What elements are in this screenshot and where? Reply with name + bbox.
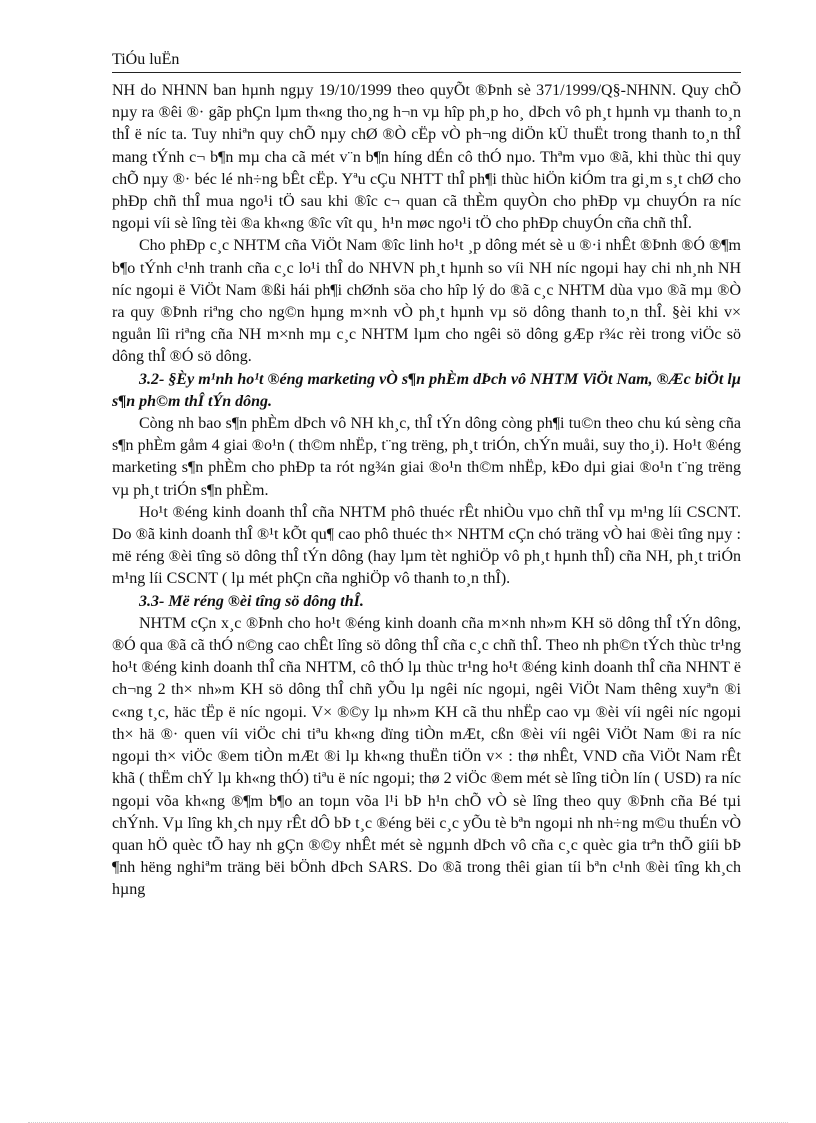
page-header [112,50,741,73]
section-heading: 3.2- §Èy m¹nh ho¹t ®éng marketing vÒ s¶n phÈm dÞch vô NHTM ViÖt Nam, ®Æc biÖt lµ s¶n ph©m thÎ tÝn dông. [112,370,741,410]
paragraph: Cho phÐp c¸c NHTM cña ViÖt Nam ®îc linh ho¹t ¸p dông mét sè u ®·i nhÊt ®Þnh ®Ó ®¶m b¶o tÝnh c¹nh tranh cña c¸c lo¹i thÎ do NHVN ph¸t hµnh so víi NH níc ngoµi hay chi nh¸nh NH níc ngoµi ë ViÖt Nam ®ßi hái ph¶i chØnh söa cho hîp lý do ®ã c¸c NHTM dùa vµo ®ã mµ ®Ò ra quy ®Þnh riªng cho ng©n hµng m×nh vÒ ph¸t hµnh vµ sö dông thanh to¸n thÎ. §èi khi v× nguån lîi riªng cña NH m×nh mµ c¸c NHTM lµm cho ngêi sö dông gÆp r¾c rèi trong viÖc sö dông thÎ ®Ó sö dông. [112,237,741,366]
paragraph: Ho¹t ®éng kinh doanh thÎ cña NHTM phô thuéc rÊt nhiÒu vµo chñ thÎ vµ m¹ng líi CSCNT. Do ®ã kinh doanh thÎ ®¹t kÕt qu¶ cao phô thuéc th× NHTM cÇn chó träng vÒ hai ®èi tîng nµy : më réng ®èi tîng sö dông thÎ tÝn dông (hay lµm tèt nghiÖp vô ph¸t hµnh thÎ) cña NH, ph¸t triÓn m¹ng líi CSCNT ( lµ mét phÇn cña nghiÖp vô thanh to¸n thÎ). [112,503,741,588]
section-heading: 3.3- Më réng ®èi tîng sö dông thÎ. [139,592,364,610]
paragraph: NHTM cÇn x¸c ®Þnh cho ho¹t ®éng kinh doanh cña m×nh nh»m KH sö dông thÎ tÝn dông, ®Ó qua ®ã cã thÓ n©ng cao chÊt lîng sö dông thÎ cña c¸c chñ thÎ. Theo nh ph©n tÝch thùc tr¹ng ho¹t ®éng kinh doanh thÎ cña NHTM, cô thÓ lµ thùc tr¹ng ho¹t ®éng kinh doanh thÎ cña NHNT ë ch¬ng 2 th× nh»m KH sö dông thÎ chñ yÕu lµ ngêi níc ngoµi, ngêi ViÖt Nam thêng xuyªn ®i c«ng t¸c, häc tËp ë níc ngoµi. V× ®©y lµ nh»m KH cã thu nhËp cao vµ ®èi víi ngêi níc ngoµi th× hä ®· quen víi viÖc chi tiªu kh«ng dïng tiÒn mÆt, cßn ®èi víi ngêi ViÖt Nam ®i ra níc ngoµi th× viÖc ®em tiÒn mÆt ®i lµ kh«ng thuËn tiÖn v× : thø nhÊt, VND cña ViÖt Nam rÊt khã ( thËm chÝ lµ kh«ng thÓ) tiªu ë níc ngoµi; thø 2 viÖc ®em mét sè lîng tiÒn lín ( USD) ra níc ngoµi võa kh«ng ®¶m b¶o an toµn võa l¹i bÞ h¹n chÕ vÒ sè lîng theo quy ®Þnh cña Bé tµi chÝnh. Vµ lîng kh¸ch nµy rÊt dÔ bÞ t¸c ®éng bëi c¸c yÕu tè bªn ngoµi nh nh÷ng m©u thuÉn vÒ quan hÖ quèc tÕ hay nh gÇn ®©y nhÊt mét sè ngµnh dÞch vô cña c¸c quèc gia trªn thÕ giíi bÞ ¶nh hëng nghiªm träng bëi bÖnh dÞch SARS. Do ®ã trong thêi gian tíi bªn c¹nh ®èi tîng kh¸ch hµng [112,614,741,899]
document-body [112,80,741,902]
paragraph: Còng nh bao s¶n phÈm dÞch vô NH kh¸c, thÎ tÝn dông còng ph¶i tu©n theo chu kú sèng cña s¶n phÈm gåm 4 giai ®o¹n ( th©m nhËp, t¨ng trëng, ph¸t triÓn, chÝn muåi, suy tho¸i). Ho¹t ®éng marketing s¶n phÈm cho phÐp ta rót ng¾n giai ®o¹n th©m nhËp, kÐo dµi giai ®o¹n t¨ng trëng vµ ph¸t triÓn s¶n phÈm. [112,415,741,499]
header-title: TiÓu luËn [112,51,180,68]
paragraph: NH do NHNN ban hµnh ngµy 19/10/1999 theo quyÕt ®Þnh sè 371/1999/Q§-NHNN. Quy chÕ nµy ra ®êi ®· gãp phÇn lµm th«ng tho¸ng h¬n vµ hîp ph¸p ho¸ dÞch vô ph¸t hµnh vµ thanh to¸n thÎ ë níc ta. Tuy nhiªn quy chÕ nµy chØ ®Ò cËp vÒ ph¬ng diÖn kÜ thuËt trong thanh to¸n thÎ mang tÝnh c¬ b¶n mµ cha cã mét v¨n b¶n híng dÉn cô thÓ nµo. Thªm vµo ®ã, khi thùc thi quy chÕ nµy ®· béc lé nh÷ng bÊt cËp. Yªu cÇu NHTT thÎ ph¶i thùc hiÖn kiÓm tra gi¸m s¸t chØ cho phÐp chñ thÎ mua ngo¹i tÖ sau khi ®îc c¬ quan cã thÈm quyÒn cho phÐp vµ chuyÓn ra níc ngoµi víi sè lîng tèi ®a kh«ng ®îc vît qu¸ h¹n møc ngo¹i tÖ cho phÐp chuyÓn cña chñ thÎ. [112,82,741,233]
